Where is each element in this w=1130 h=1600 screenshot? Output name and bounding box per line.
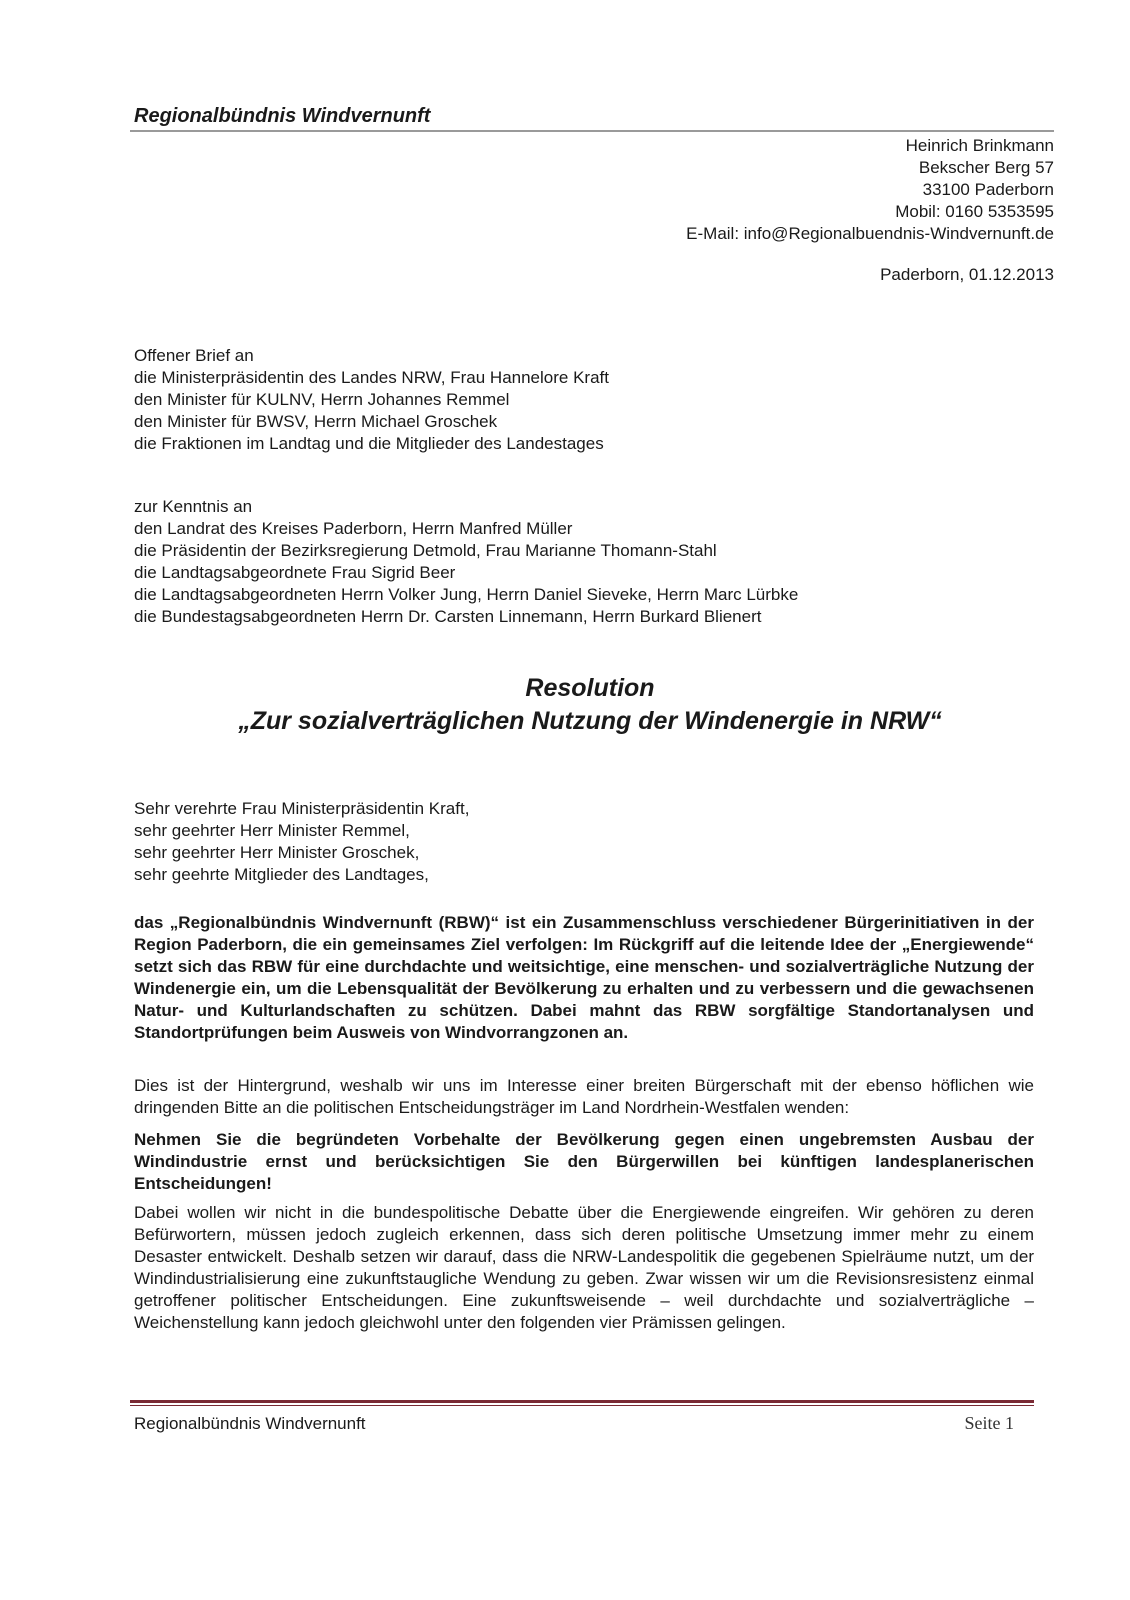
salutation-line: sehr geehrte Mitglieder des Landtages, — [134, 865, 429, 884]
sender-city: 33100 Paderborn — [922, 180, 1054, 199]
footer-organization: Regionalbündnis Windvernunft — [134, 1414, 366, 1433]
cc-line: den Landrat des Kreises Paderborn, Herrn Manfred Müller — [134, 519, 573, 538]
recipient-line: die Ministerpräsidentin des Landes NRW, Frau Hannelore Kraft — [134, 368, 609, 387]
recipient-line: den Minister für BWSV, Herrn Michael Groschek — [134, 412, 498, 431]
body-paragraph-appeal: Nehmen Sie die begründeten Vorbehalte der Bevölkerung gegen einen ungebremsten Ausbau der Windindustrie ernst und berücksichtigen Sie den Bürgerwillen bei künftigen landesplanerischen Entscheidungen! — [134, 1130, 1034, 1193]
footer-divider-thin — [130, 1405, 1034, 1406]
sender-mobile: Mobil: 0160 5353595 — [895, 202, 1054, 221]
salutation-line: sehr geehrter Herr Minister Groschek, — [134, 843, 420, 862]
cc-line: zur Kenntnis an — [134, 497, 253, 516]
cc-line: die Landtagsabgeordneten Herrn Volker Jung, Herrn Daniel Sieveke, Herrn Marc Lürbke — [134, 585, 799, 604]
body-paragraph-premises: Dabei wollen wir nicht in die bundespolitische Debatte über die Energiewende eingreifen. Wir gehören zu deren Befürwortern, müssen jedoch zugleich erkennen, dass sich deren politische Umsetzung immer mehr zu einem Desaster entwickelt. Deshalb setzen wir darauf, dass die NRW-Landespolitik die gegebenen Spielräume nutzt, um der Windindustrialisierung eine zukunftstaugliche Wendung zu geben. Zwar wissen wir um die Revisionsresistenz einmal getroffener politischer Entscheidungen. Eine zukunftsweisende – weil durchdachte und sozialverträgliche – Weichenstellung kann jedoch gleichwohl unter den folgenden vier Prämissen gelingen. — [134, 1203, 1034, 1332]
sender-address-block — [686, 135, 1054, 245]
salutation-block — [134, 798, 469, 886]
cc-line: die Landtagsabgeordnete Frau Sigrid Beer — [134, 563, 456, 582]
recipient-line: die Fraktionen im Landtag und die Mitglieder des Landestages — [134, 434, 604, 453]
recipient-line: Offener Brief an — [134, 346, 254, 365]
recipients-block — [134, 345, 609, 455]
resolution-title: Resolution — [525, 674, 655, 702]
header-divider — [130, 130, 1054, 132]
sender-name: Heinrich Brinkmann — [905, 136, 1054, 155]
footer-page-number: Seite 1 — [964, 1413, 1014, 1433]
recipient-line: den Minister für KULNV, Herrn Johannes Remmel — [134, 390, 510, 409]
cc-block — [134, 496, 798, 628]
sender-email: E-Mail: info@Regionalbuendnis-Windvernunft.de — [686, 224, 1054, 243]
footer-divider — [130, 1400, 1034, 1403]
place-date: Paderborn, 01.12.2013 — [880, 265, 1054, 284]
resolution-heading — [0, 672, 1130, 738]
salutation-line: sehr geehrter Herr Minister Remmel, — [134, 821, 410, 840]
salutation-line: Sehr verehrte Frau Ministerpräsidentin Kraft, — [134, 799, 470, 818]
resolution-subtitle: „Zur sozialverträglichen Nutzung der Windenergie in NRW“ — [238, 707, 942, 735]
sender-street: Bekscher Berg 57 — [918, 158, 1054, 177]
body-paragraph-intro: das „Regionalbündnis Windvernunft (RBW)“ ist ein Zusammenschluss verschiedener Bürgerinitiativen in der Region Paderborn, die ein gemeinsames Ziel verfolgen: Im Rückgriff auf die leitende Idee der „Energiewende“ setzt sich das RBW für eine durchdachte und weitsichtige, eine menschen- und sozialverträgliche Nutzung der Windenergie ein, um die Lebensqualität der Bevölkerung zu erhalten und zu verbessern und die gewachsenen Natur- und Kulturlandschaften zu schützen. Dabei mahnt das RBW sorgfältige Standortanalysen und Standortprüfungen beim Ausweis von Windvorrangzonen an. — [134, 913, 1034, 1042]
body-paragraph-background: Dies ist der Hintergrund, weshalb wir uns im Interesse einer breiten Bürgerschaft mit der ebenso höflichen wie dringenden Bitte an die politischen Entscheidungsträger im Land Nordrhein-Westfalen wenden: — [134, 1076, 1034, 1117]
organization-title: Regionalbündnis Windvernunft — [134, 105, 431, 127]
cc-line: die Bundestagsabgeordneten Herrn Dr. Carsten Linnemann, Herrn Burkard Blienert — [134, 607, 762, 626]
cc-line: die Präsidentin der Bezirksregierung Detmold, Frau Marianne Thomann-Stahl — [134, 541, 717, 560]
